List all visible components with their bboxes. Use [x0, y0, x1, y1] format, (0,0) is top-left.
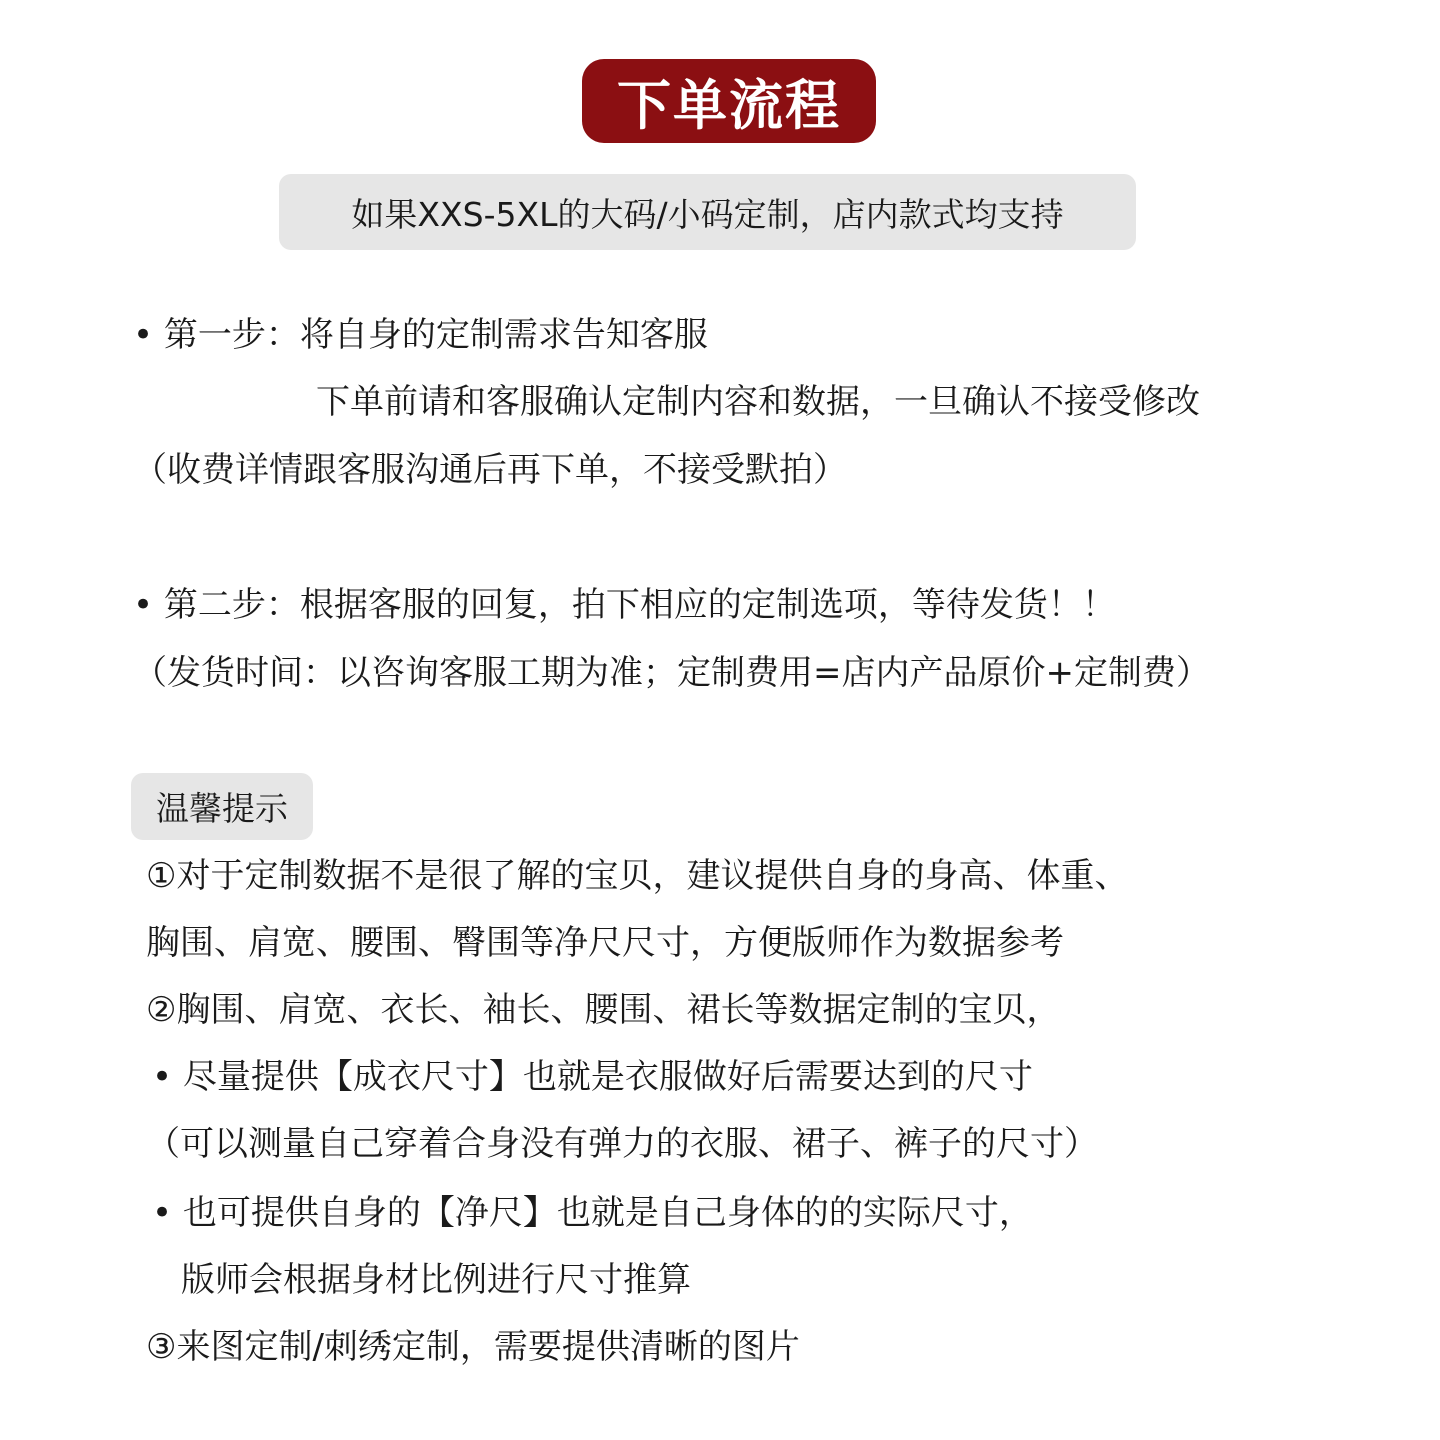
tip-line: ①对于定制数据不是很了解的宝贝，建议提供自身的身高、体重、 — [146, 856, 1129, 896]
step2-heading: • 第二步：根据客服的回复，拍下相应的定制选项，等待发货！！ — [133, 585, 1116, 625]
step2-note: （发货时间：以咨询客服工期为准；定制费用=店内产品原价+定制费） — [133, 653, 1210, 693]
page-title: 下单流程 — [582, 59, 876, 143]
tip-line: （可以测量自己穿着合身没有弹力的衣服、裙子、裤子的尺寸） — [146, 1124, 1098, 1164]
tip-line: 胸围、肩宽、腰围、臀围等净尺尺寸，方便版师作为数据参考 — [146, 923, 1064, 963]
tip-line: ③来图定制/刺绣定制，需要提供清晰的图片 — [146, 1327, 800, 1367]
tip-line: ②胸围、肩宽、衣长、袖长、腰围、裙长等数据定制的宝贝， — [146, 990, 1061, 1030]
tips-label: 温馨提示 — [131, 773, 313, 840]
tip-line: 版师会根据身材比例进行尺寸推算 — [181, 1260, 691, 1300]
step1-heading: • 第一步：将自身的定制需求告知客服 — [133, 315, 708, 355]
step1-note: （收费详情跟客服沟通后再下单，不接受默拍） — [133, 450, 847, 490]
tip-line: • 也可提供自身的【净尺】也就是自己身体的的实际尺寸， — [152, 1193, 1033, 1233]
tip-line: • 尽量提供【成衣尺寸】也就是衣服做好后需要达到的尺寸 — [152, 1057, 1033, 1097]
step1-detail: 下单前请和客服确认定制内容和数据，一旦确认不接受修改 — [316, 382, 1200, 422]
size-support-banner: 如果XXS-5XL的大码/小码定制，店内款式均支持 — [279, 174, 1136, 250]
